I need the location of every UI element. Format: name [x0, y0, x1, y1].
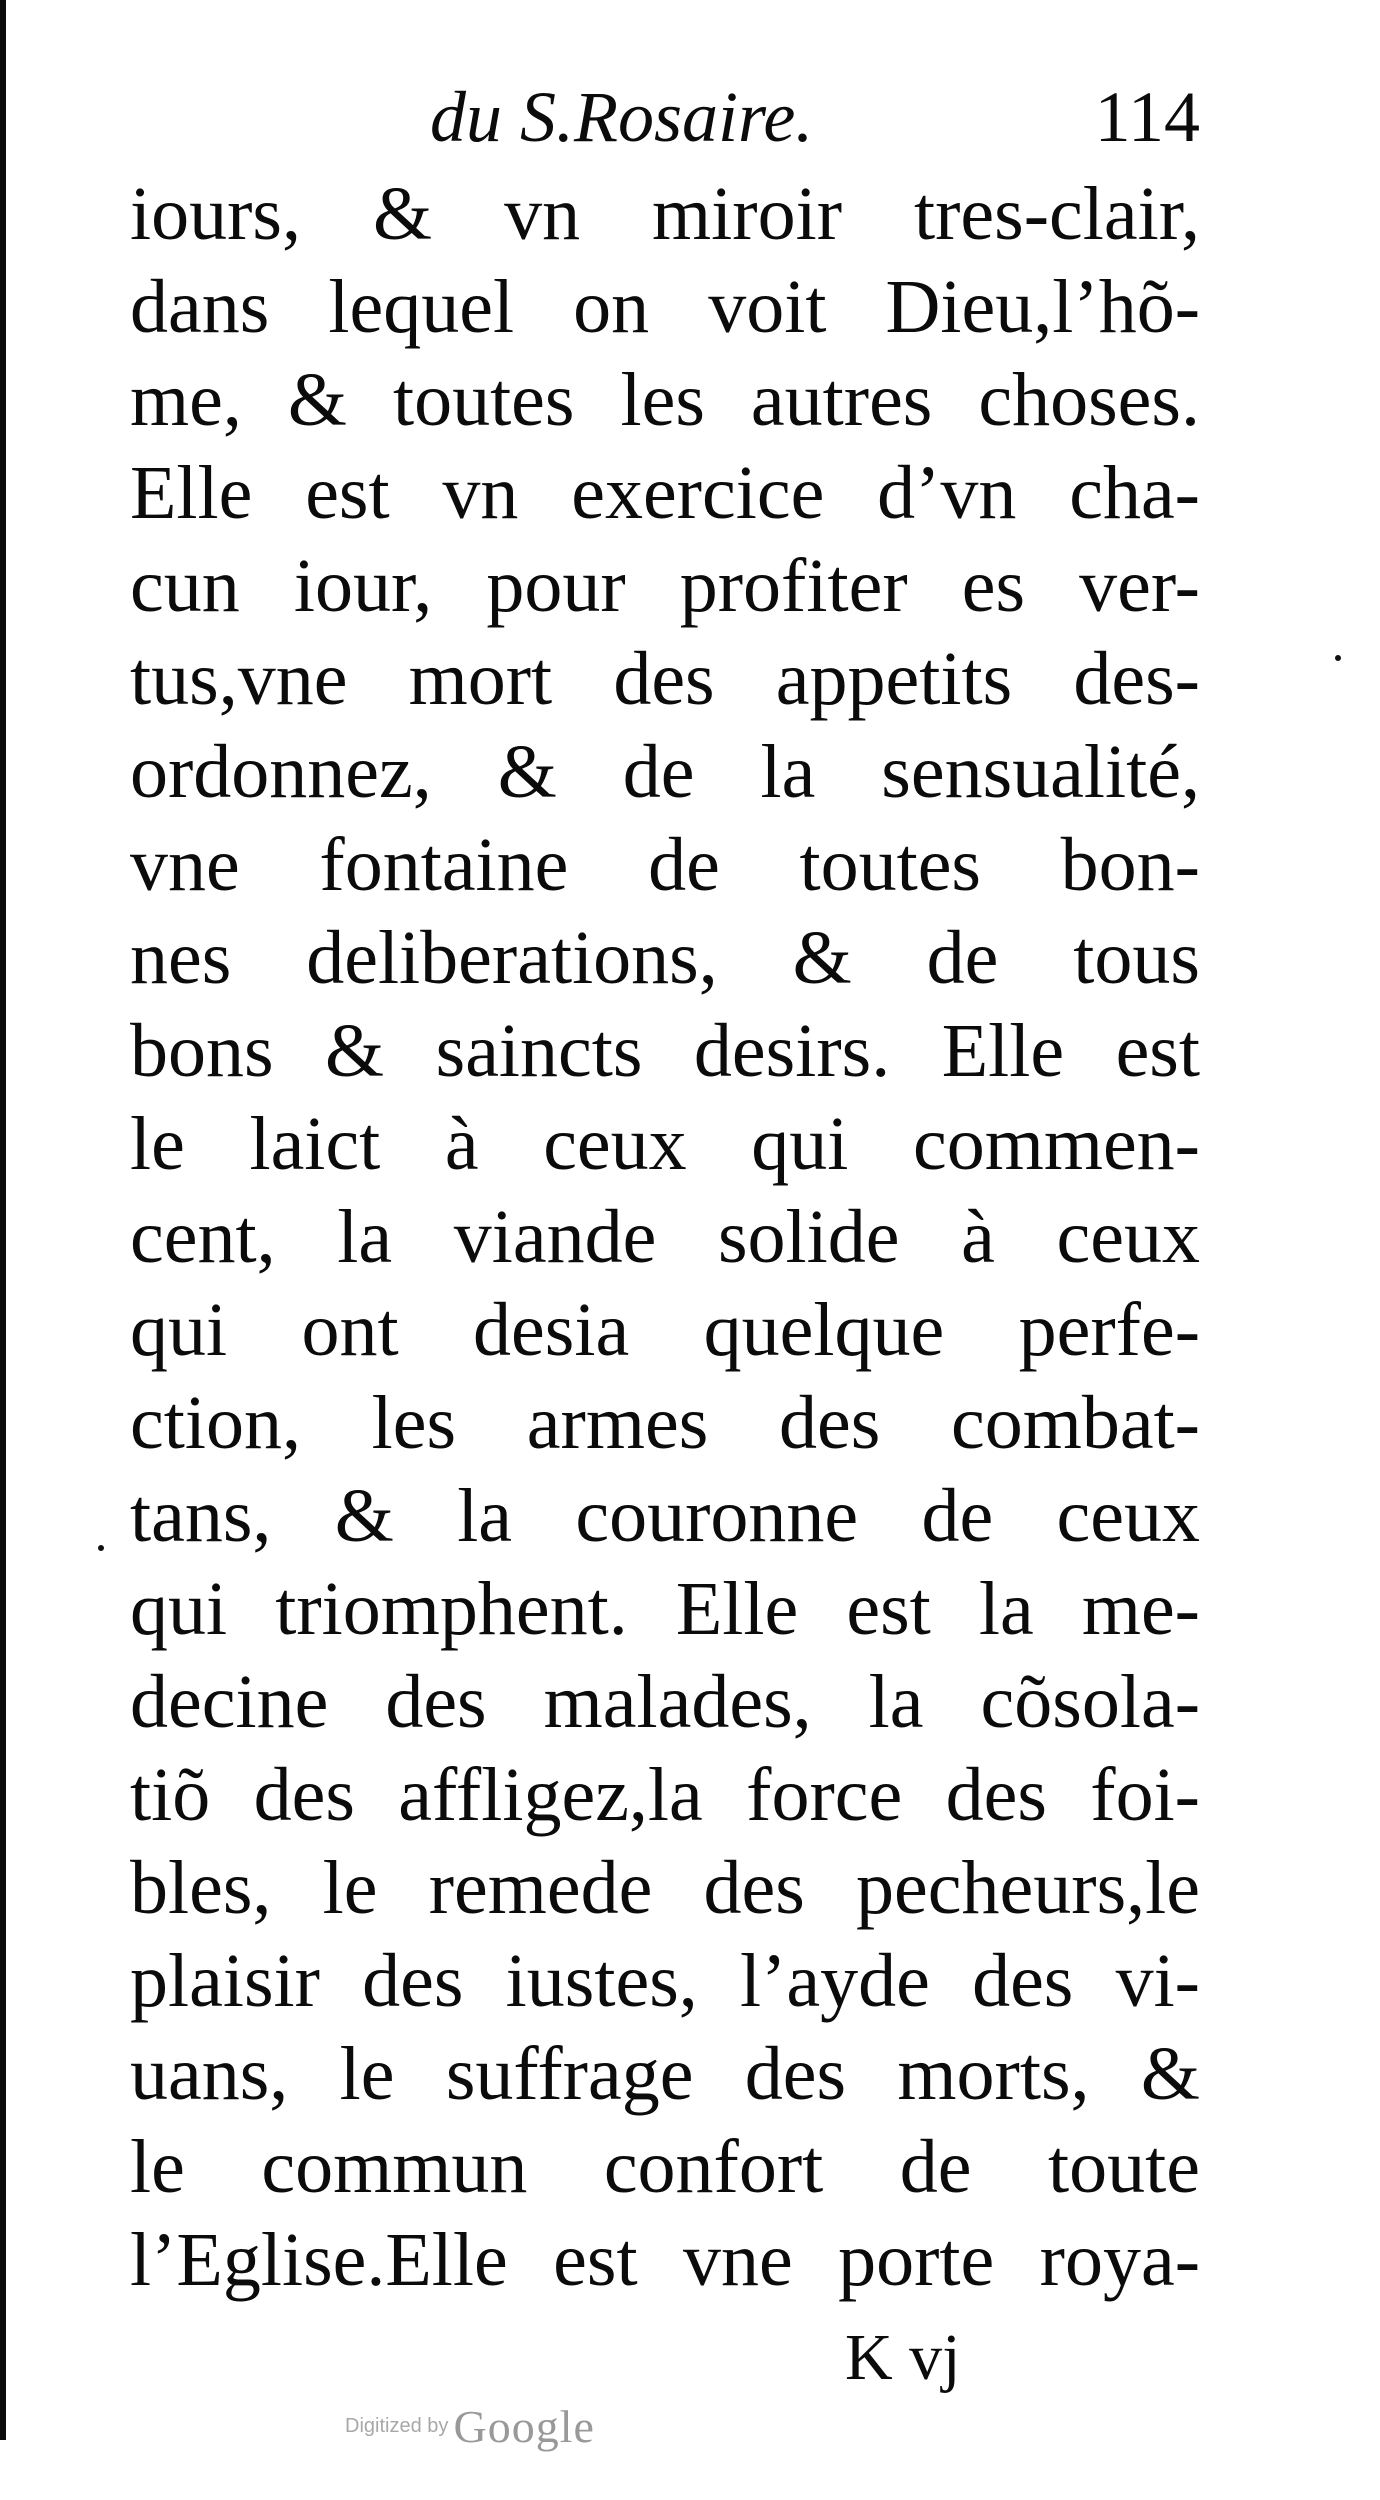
text-line: dans lequel on voit Dieu,l’hõ- [130, 265, 1200, 349]
page-number: 114 [1094, 77, 1200, 157]
text-line: cun iour, pour profiter es ver- [130, 544, 1200, 628]
watermark-prefix: Digitized by [345, 2415, 449, 2437]
text-line: decine des malades, la cõsola- [130, 1660, 1200, 1744]
text-line: l’Eglise.Elle est vne porte roya- [130, 2218, 1200, 2302]
text-line: tans, & la couronne de ceux [130, 1474, 1200, 1558]
text-line: me, & toutes les autres choses. [130, 358, 1200, 442]
google-logo: Google [453, 2401, 595, 2452]
text-line: tiõ des affligez,la force des foi- [130, 1753, 1200, 1837]
text-line: qui triomphent. Elle est la me- [130, 1567, 1200, 1651]
page-header [430, 72, 1200, 162]
body-text [130, 168, 1200, 2307]
text-line: iours, & vn miroir tres-clair, [130, 172, 1200, 256]
text-line: qui ont desia quelque perfe- [130, 1288, 1200, 1372]
text-line: plaisir des iustes, l’ayde des vi- [130, 1939, 1200, 2023]
text-line: tus,vne mort des appetits des- [130, 637, 1200, 721]
text-line: ordonnez, & de la sensualité, [130, 730, 1200, 814]
running-head: du S.Rosaire. [430, 77, 814, 157]
ink-speck [98, 1545, 104, 1551]
text-line: vne fontaine de toutes bon- [130, 823, 1200, 907]
text-line: le commun confort de toute [130, 2125, 1200, 2209]
text-line: nes deliberations, & de tous [130, 916, 1200, 1000]
signature-mark: K vj [845, 2321, 961, 2394]
ink-speck [1335, 655, 1341, 661]
text-line: ction, les armes des combat- [130, 1381, 1200, 1465]
digitization-watermark [345, 2400, 595, 2460]
text-line: bons & saincts desirs. Elle est [130, 1009, 1200, 1093]
text-line: bles, le remede des pecheurs,le [130, 1846, 1200, 1930]
text-line: uans, le suffrage des morts, & [130, 2032, 1200, 2116]
page-edge-rule [0, 0, 6, 2440]
text-line: le laict à ceux qui commen- [130, 1102, 1200, 1186]
text-line: cent, la viande solide à ceux [130, 1195, 1200, 1279]
text-line: Elle est vn exercice d’vn cha- [130, 451, 1200, 535]
